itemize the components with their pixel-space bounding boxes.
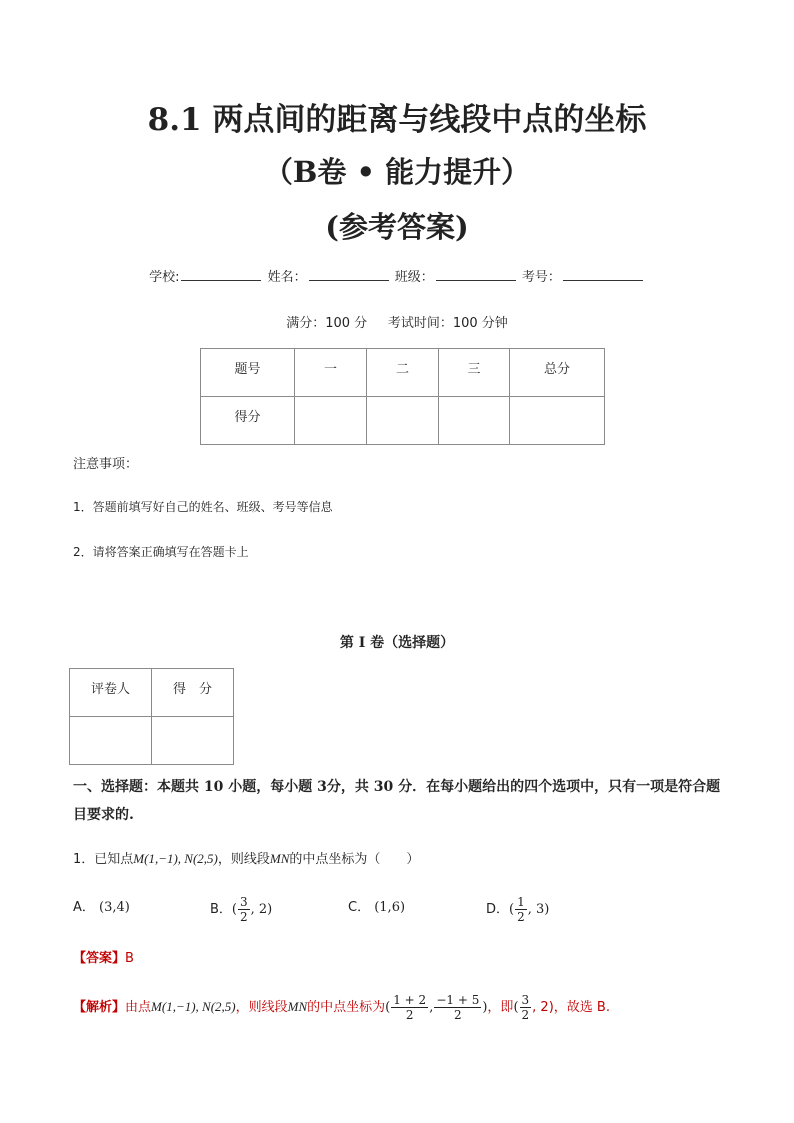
analysis-fraction-result bbox=[520, 994, 532, 1021]
frac-denominator: 2 bbox=[405, 1008, 414, 1022]
option-b-rest: , 2) bbox=[250, 902, 273, 917]
frac-numerator: −1 + 5 bbox=[436, 993, 480, 1007]
exam-number-blank[interactable] bbox=[563, 267, 643, 281]
analysis-fraction-y bbox=[434, 994, 481, 1021]
frac-numerator: 3 bbox=[240, 895, 248, 909]
grader-cell[interactable] bbox=[70, 717, 152, 765]
part-one-instructions: 一、选择题：本题共 10 小题，每小题 3分，共 30 分．在每小题给出的四个选项中，只有一项是符合题目要求的. bbox=[73, 779, 721, 823]
frac-numerator: 1 bbox=[517, 895, 525, 909]
score-table-header: 总分 bbox=[510, 349, 605, 397]
analysis-line bbox=[73, 994, 610, 1021]
analysis-fraction-x bbox=[391, 994, 428, 1021]
school-blank[interactable] bbox=[181, 267, 261, 281]
student-info-line bbox=[0, 266, 794, 285]
question-1-stem bbox=[73, 848, 419, 867]
option-c-value: (1,6) bbox=[374, 900, 406, 915]
frac-denominator: 2 bbox=[521, 1008, 530, 1022]
score-row-label: 得分 bbox=[201, 397, 295, 445]
score-time-line: 满分：100 分 考试时间：100 分钟 bbox=[286, 316, 508, 331]
option-b-label: B． bbox=[210, 902, 232, 917]
option-c-label: C． bbox=[348, 900, 371, 915]
option-b-fraction bbox=[238, 896, 250, 923]
answer-line bbox=[73, 947, 134, 966]
notice-heading: 注意事项： bbox=[73, 457, 139, 472]
analysis-paren: ) bbox=[482, 1000, 488, 1015]
analysis-segment: MN bbox=[287, 999, 308, 1014]
score-table-header: 一 bbox=[295, 349, 367, 397]
answer-key-label: (参考答案) bbox=[325, 210, 469, 244]
name-blank[interactable] bbox=[309, 267, 389, 281]
q1-points: M(1,−1), N(2,5) bbox=[133, 851, 218, 866]
score-table-header: 三 bbox=[439, 349, 510, 397]
q1-segment: MN bbox=[269, 851, 290, 866]
frac-denominator: 2 bbox=[240, 910, 248, 924]
score-cell[interactable] bbox=[367, 397, 439, 445]
analysis-text: 由点 bbox=[125, 1000, 152, 1015]
option-d-paren: ( bbox=[509, 902, 515, 917]
notice-item: 1．答题前填写好自己的姓名、班级、考号等信息 bbox=[73, 500, 333, 514]
section-title: 第 I 卷（选择题） bbox=[339, 635, 455, 651]
option-d-rest: , 3) bbox=[527, 902, 550, 917]
score-cell[interactable] bbox=[510, 397, 605, 445]
analysis-paren: ( bbox=[385, 1000, 391, 1015]
frac-denominator: 2 bbox=[517, 910, 525, 924]
q1-mid: ，则线段 bbox=[217, 852, 270, 867]
option-b[interactable] bbox=[210, 896, 272, 923]
score-table-header: 题号 bbox=[201, 349, 295, 397]
score-header: 得 分 bbox=[152, 669, 234, 717]
class-blank[interactable] bbox=[436, 267, 516, 281]
option-a-label: A． bbox=[73, 900, 95, 915]
analysis-comma: , bbox=[429, 1000, 434, 1015]
option-b-paren: ( bbox=[231, 902, 237, 917]
analysis-label: 【解析】 bbox=[73, 1000, 126, 1015]
score-cell[interactable] bbox=[295, 397, 367, 445]
answer-value: B bbox=[125, 951, 134, 966]
exam-number-label: 考号： bbox=[521, 270, 561, 285]
option-a-value: (3,4) bbox=[99, 900, 130, 915]
score-table bbox=[200, 348, 605, 445]
analysis-points: M(1,−1), N(2,5) bbox=[151, 999, 236, 1014]
score-cell[interactable] bbox=[439, 397, 510, 445]
frac-numerator: 1 + 2 bbox=[393, 993, 427, 1007]
page-subtitle: （B卷 • 能力提升） bbox=[263, 155, 531, 189]
option-d-label: D． bbox=[486, 902, 510, 917]
school-label: 学校: bbox=[149, 270, 180, 285]
grader-header: 评卷人 bbox=[70, 669, 152, 717]
option-c[interactable] bbox=[348, 896, 405, 915]
class-label: 班级： bbox=[394, 270, 434, 285]
option-a[interactable] bbox=[73, 896, 130, 915]
grader-score-cell[interactable] bbox=[152, 717, 234, 765]
page-title: 8.1 两点间的距离与线段中点的坐标 bbox=[147, 102, 647, 138]
analysis-text: ，则线段 bbox=[235, 1000, 288, 1015]
notice-item: 2．请将答案正确填写在答题卡上 bbox=[73, 545, 249, 559]
analysis-text: ，即 bbox=[487, 1000, 514, 1015]
analysis-paren: ( bbox=[513, 1000, 519, 1015]
name-label: 姓名： bbox=[267, 270, 307, 285]
grader-table bbox=[69, 668, 234, 765]
frac-numerator: 3 bbox=[521, 993, 530, 1007]
answer-label: 【答案】 bbox=[73, 951, 126, 966]
analysis-tail: , 2)，故选 B. bbox=[532, 1000, 610, 1015]
analysis-text: 的中点坐标为 bbox=[307, 1000, 386, 1015]
score-table-header: 二 bbox=[367, 349, 439, 397]
option-d-fraction bbox=[515, 896, 527, 923]
frac-denominator: 2 bbox=[454, 1008, 462, 1022]
q1-prefix: 1．已知点 bbox=[73, 852, 134, 867]
option-d[interactable] bbox=[486, 896, 549, 923]
q1-suffix: 的中点坐标为（ ） bbox=[289, 852, 420, 867]
